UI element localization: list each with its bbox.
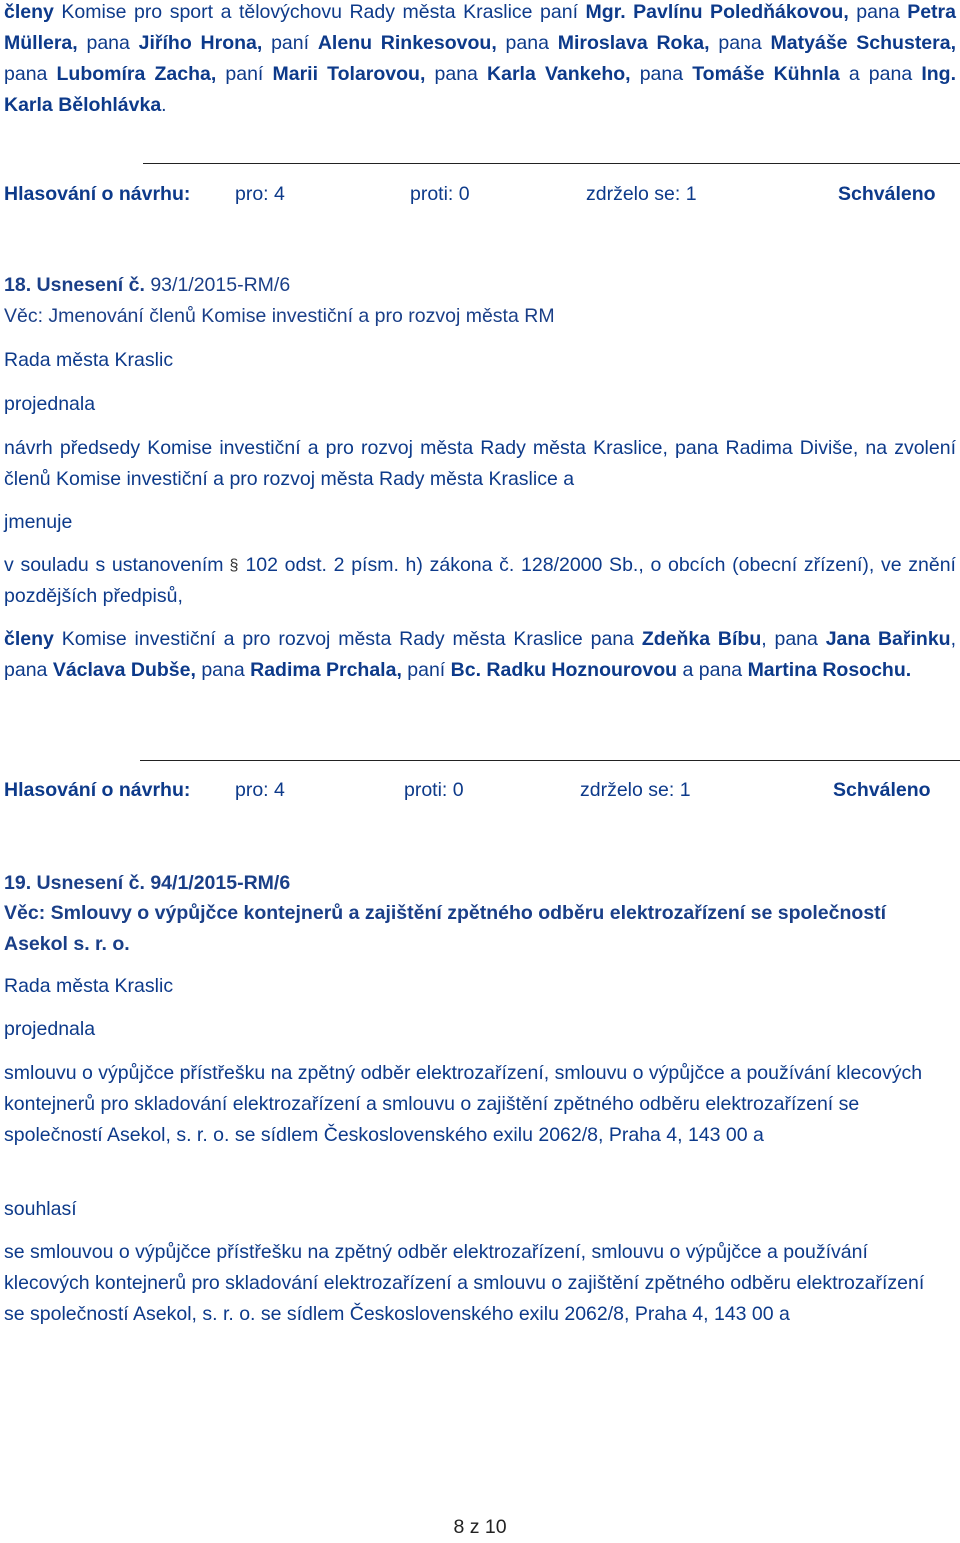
intro-text: paní — [216, 63, 273, 85]
member-name: Zdeňka Bíbu — [641, 628, 762, 650]
member-name: Tomáše Kühnla — [692, 63, 840, 85]
member-name: Radima Prchala, — [250, 659, 402, 681]
intro-text: a pana — [839, 63, 922, 85]
council-name: Rada města Kraslic — [4, 349, 174, 371]
vote-pro: pro: 4 — [235, 779, 285, 801]
action-verb: souhlasí — [4, 1198, 77, 1220]
resolution-subject: Věc: Smlouvy o výpůjčce kontejnerů a zajištění zpětného odběru elektrozařízení se společností Asekol s. r. o. — [4, 902, 887, 955]
member-name: Ing. Karla Bělohlávka — [4, 63, 956, 116]
members-paragraph: členy Komise investiční a pro rozvoj města Rady města Kraslice pana Zdeňka Bíbu, pana Jana Bařinku, pana Václava Dubše, pana Radima Prchala, paní Bc. Radku Hoznourovou a pana Martina Rosochu. — [4, 628, 957, 681]
section-icon: § — [229, 557, 239, 574]
intro-paragraph — [4, 0, 956, 121]
member-name: Lubomíra Zacha, — [56, 63, 217, 85]
vote-result: Schváleno — [838, 183, 936, 205]
intro-text: paní — [262, 32, 318, 54]
member-name: Petra Müllera, — [4, 1, 956, 54]
member-name: Jana Bařinku — [825, 628, 951, 650]
intro-text: pana — [496, 32, 558, 54]
intro-text: pana — [630, 63, 693, 85]
member-name: Matyáše Schustera, — [770, 32, 957, 54]
resolution-number: 19. Usnesení č. 94/1/2015-RM/6 — [4, 872, 291, 894]
law-reference: v souladu s ustanovením § 102 odst. 2 písm. h) zákona č. 128/2000 Sb., o obcích (obecní zřízení), ve znění pozdějších předpisů, — [4, 554, 956, 607]
intro-text: pana — [77, 32, 139, 54]
vote-result: Schváleno — [833, 779, 931, 801]
member-name: Alenu Rinkesovou, — [317, 32, 497, 54]
vote-label: Hlasování o návrhu: — [4, 183, 191, 205]
vote-pro: pro: 4 — [235, 183, 285, 205]
member-name: Karla Vankeho, — [487, 63, 631, 85]
action-verb: projednala — [4, 1018, 96, 1040]
resolution-number: 18. Usnesení č. 93/1/2015-RM/6 — [4, 274, 291, 296]
resolution-body: smlouvu o výpůjčce přístřešku na zpětný odběr elektrozařízení, smlouvu o výpůjčce a používání klecových kontejnerů pro skladování elektrozařízení a smlouvu o zajištění zpětného odběru elektrozařízení se společností Asekol, s. r. o. se sídlem Československého exilu 2062/8, Praha 4, 143 00 a — [4, 1062, 923, 1146]
vote-proti: proti: 0 — [410, 183, 470, 205]
vote-row — [4, 775, 956, 806]
member-name: Martina Rosochu. — [747, 659, 912, 681]
member-name: Miroslava Roka, — [557, 32, 710, 54]
vote-label: Hlasování o návrhu: — [4, 779, 191, 801]
page-number: 8 z 10 — [453, 1516, 507, 1538]
divider — [143, 163, 960, 164]
resolution-body: návrh předsedy Komise investiční a pro rozvoj města Rady města Kraslice, pana Radima Diviše, na zvolení členů Komise investiční a pro rozvoj města Rady města Kraslice a — [4, 437, 956, 490]
resolution-subject: Věc: Jmenování členů Komise investiční a pro rozvoj města RM — [4, 305, 555, 327]
member-name: Václava Dubše, — [52, 659, 196, 681]
intro-text: pana — [709, 32, 771, 54]
intro-text: pana — [848, 1, 908, 23]
vote-row — [4, 179, 956, 210]
vote-proti: proti: 0 — [404, 779, 464, 801]
action-verb: jmenuje — [4, 511, 73, 533]
vote-zdrzelo: zdrželo se: 1 — [580, 779, 691, 801]
council-name: Rada města Kraslic — [4, 975, 174, 997]
intro-text: Komise pro sport a tělovýchovu Rady města Kraslice paní — [53, 1, 586, 23]
resolution-body: se smlouvou o výpůjčce přístřešku na zpětný odběr elektrozařízení, smlouvu o výpůjčce a používání klecových kontejnerů pro skladování elektrozařízení a smlouvu o zajištění zpětného odběru elektrozařízení se společností Asekol, s. r. o. se sídlem Československého exilu 2062/8, Praha 4, 143 00 a — [4, 1241, 925, 1325]
intro-text: pana — [425, 63, 488, 85]
member-name: Bc. Radku Hoznourovou — [450, 659, 678, 681]
member-name: Marii Tolarovou, — [272, 63, 426, 85]
intro-text: členy — [4, 1, 54, 23]
member-name: Jiřího Hrona, — [138, 32, 263, 54]
action-verb: projednala — [4, 393, 96, 415]
intro-text: . — [161, 94, 167, 116]
vote-zdrzelo: zdrželo se: 1 — [586, 183, 697, 205]
intro-text: pana — [4, 63, 57, 85]
divider — [140, 760, 960, 761]
member-name: Mgr. Pavlínu Poledňákovou, — [585, 1, 849, 23]
